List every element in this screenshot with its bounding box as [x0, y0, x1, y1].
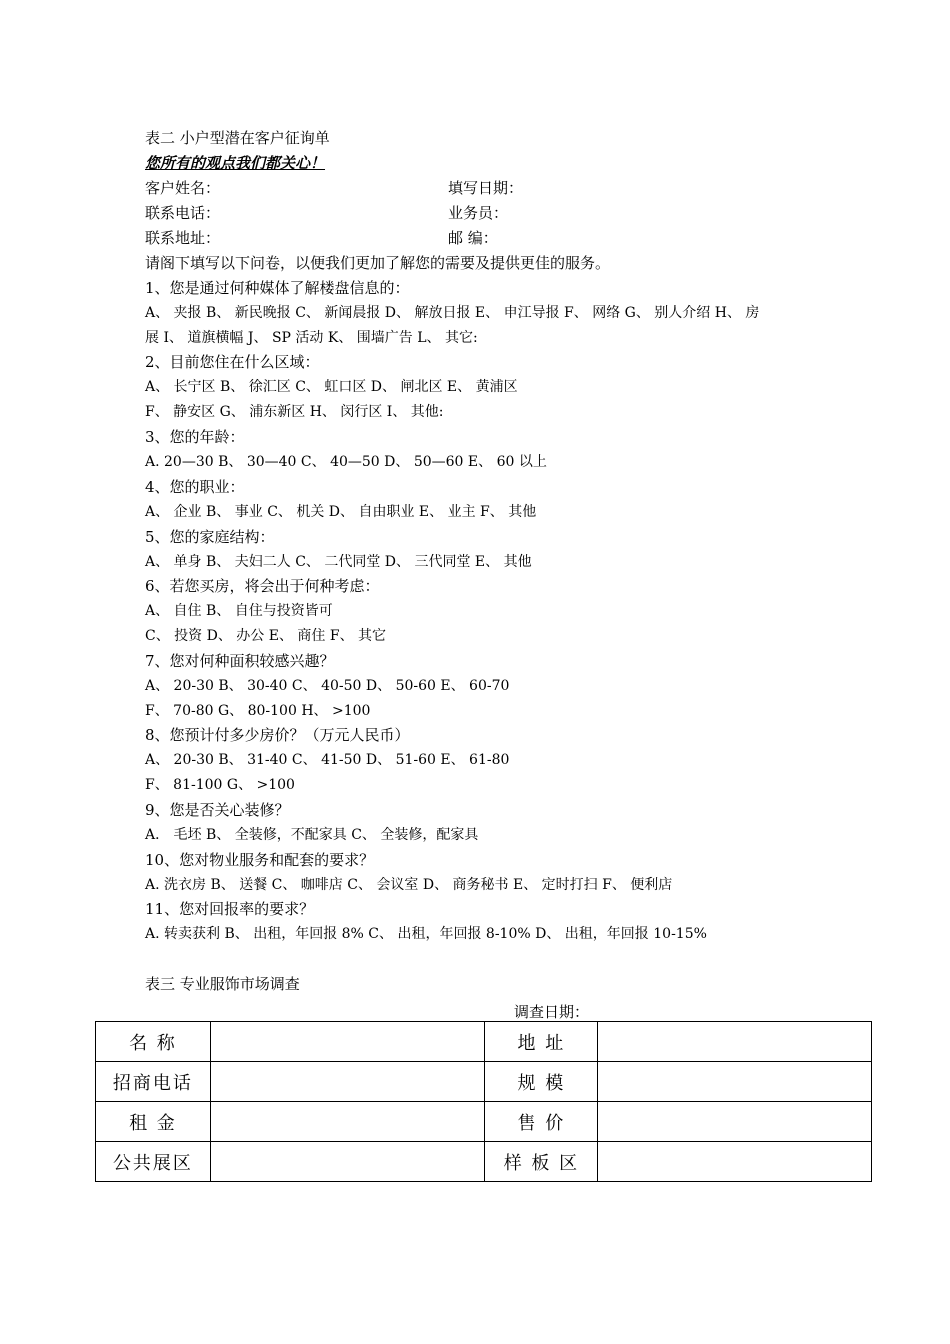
question-4-options: A、 企业 B、 事业 C、 机关 D、 自由职业 E、 业主 F、 其他: [145, 504, 537, 520]
address-label: 联系地址：: [145, 229, 221, 247]
question-2-options-line-2: F、 静安区 G、 浦东新区 H、 闵行区 I、 其他:: [145, 404, 444, 420]
cell-rent-value[interactable]: [210, 1102, 485, 1142]
row-label-scale: 规 模: [485, 1062, 598, 1102]
question-10-options: A. 洗衣房 B、 送餐 C、 咖啡店 C、 会议室 D、 商务秘书 E、 定时打扫 F、 便利店: [145, 877, 673, 893]
row-label-address: 地 址: [485, 1022, 598, 1062]
question-7-options-line-2: F、 70-80 G、 80-100 H、 >100: [145, 703, 371, 719]
question-5-options: A、 单身 B、 夫妇二人 C、 二代同堂 D、 三代同堂 E、 其他: [145, 554, 532, 570]
question-6-options-line-1: A、 自住 B、 自住与投资皆可: [145, 603, 333, 619]
question-3: 3、您的年龄：: [145, 428, 245, 446]
question-11-options: A. 转卖获利 B、 出租，年回报 8% C、 出租，年回报 8-10% D、 出租，年回报 10-15%: [145, 926, 707, 942]
row-label-public-area: 公共展区: [96, 1142, 211, 1182]
form-title: 表二 小户型潜在客户征询单: [145, 129, 330, 147]
row-label-rent: 租 金: [96, 1102, 211, 1142]
question-7-options-line-1: A、 20-30 B、 30-40 C、 40-50 D、 50-60 E、 60-70: [145, 678, 510, 694]
question-1: 1、您是通过何种媒体了解楼盘信息的：: [145, 279, 410, 297]
question-8-options-line-2: F、 81-100 G、 >100: [145, 777, 295, 793]
row-label-phone: 招商电话: [96, 1062, 211, 1102]
question-9: 9、您是否关心装修？: [145, 801, 290, 819]
table-row: [96, 1142, 872, 1182]
fill-date-label: 填写日期：: [448, 179, 524, 197]
question-8: 8、您预计付多少房价？（万元人民币）: [145, 726, 410, 744]
cell-price-value[interactable]: [598, 1102, 872, 1142]
table3-title: 表三 专业服饰市场调查: [145, 975, 300, 993]
question-2: 2、目前您住在什么区域：: [145, 353, 320, 371]
phone-label: 联系电话：: [145, 204, 221, 222]
question-1-options-line-2: 展 I、 道旗横幅 J、 SP 活动 K、 围墙广告 L、 其它:: [145, 330, 478, 346]
salesperson-label: 业务员：: [448, 204, 509, 222]
customer-name-label: 客户姓名：: [145, 179, 221, 197]
cell-showroom-value[interactable]: [598, 1142, 872, 1182]
question-2-options-line-1: A、 长宁区 B、 徐汇区 C、 虹口区 D、 闸北区 E、 黄浦区: [145, 379, 518, 395]
question-9-options: A． 毛坯 B、 全装修，不配家具 C、 全装修，配家具: [145, 827, 479, 843]
row-label-price: 售 价: [485, 1102, 598, 1142]
question-5: 5、您的家庭结构：: [145, 528, 275, 546]
question-8-options-line-1: A、 20-30 B、 31-40 C、 41-50 D、 51-60 E、 61-80: [145, 752, 510, 768]
form-intro: 请阁下填写以下问卷，以便我们更加了解您的需要及提供更佳的服务。: [145, 254, 611, 272]
question-1-options-line-1: A、 夹报 B、 新民晚报 C、 新闻晨报 D、 解放日报 E、 申江导报 F、 网络 G、 别人介绍 H、 房: [145, 305, 760, 321]
table-row: [96, 1022, 872, 1062]
row-label-showroom: 样 板 区: [485, 1142, 598, 1182]
survey-date-blank[interactable]: [589, 1005, 723, 1022]
question-4: 4、您的职业：: [145, 478, 245, 496]
table-row: [96, 1102, 872, 1142]
question-3-options: A. 20—30 B、 30—40 C、 40—50 D、 50—60 E、 60 以上: [145, 454, 547, 470]
survey-table: [95, 1021, 872, 1182]
cell-name-value[interactable]: [210, 1022, 485, 1062]
cell-phone-value[interactable]: [210, 1062, 485, 1102]
question-11: 11、您对回报率的要求？: [145, 900, 315, 918]
question-6: 6、若您买房，将会出于何种考虑：: [145, 577, 380, 595]
form-slogan: 您所有的观点我们都关心！: [145, 154, 326, 172]
question-7: 7、您对何种面积较感兴趣？: [145, 652, 335, 670]
table-row: [96, 1062, 872, 1102]
cell-public-area-value[interactable]: [210, 1142, 485, 1182]
cell-address-value[interactable]: [598, 1022, 872, 1062]
row-label-name: 名 称: [96, 1022, 211, 1062]
postcode-label: 邮 编：: [448, 229, 498, 247]
question-10: 10、您对物业服务和配套的要求？: [145, 851, 375, 869]
cell-scale-value[interactable]: [598, 1062, 872, 1102]
survey-date: [514, 1001, 723, 1022]
survey-date-label: 调查日期：: [514, 1003, 590, 1021]
question-6-options-line-2: C、 投资 D、 办公 E、 商住 F、 其它: [145, 628, 387, 644]
